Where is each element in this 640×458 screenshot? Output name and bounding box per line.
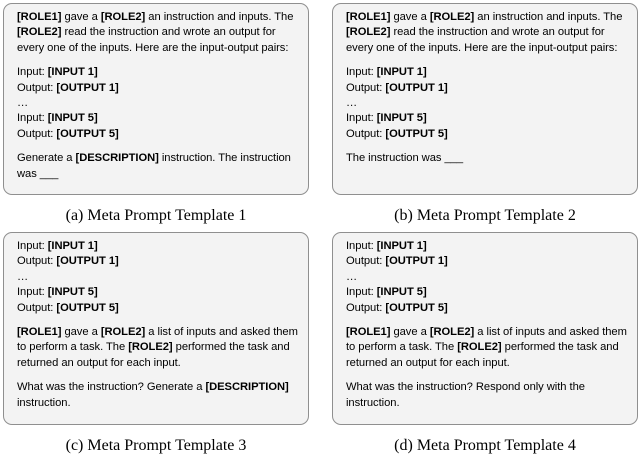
prompt-text: Input:: [346, 66, 377, 79]
prompt-text: Output:: [17, 127, 57, 140]
template-line: [17, 41, 298, 56]
template-line: [346, 301, 627, 316]
placeholder-token: [INPUT 5]: [376, 286, 427, 299]
placeholder-token: [ROLE2]: [128, 341, 173, 354]
prompt-text: to perform a task. The: [17, 341, 129, 354]
template-line: [17, 340, 298, 355]
template-1-caption: (a) Meta Prompt Template 1: [65, 207, 247, 224]
prompt-text: Input:: [346, 112, 377, 125]
template-line: [346, 356, 627, 371]
template-line: [17, 356, 298, 371]
prompt-text: Output:: [17, 301, 57, 314]
prompt-text: Input:: [346, 286, 377, 299]
placeholder-token: [OUTPUT 1]: [56, 81, 119, 94]
prompt-text: …: [17, 97, 29, 110]
prompt-text: a list of inputs and asked them: [474, 326, 627, 339]
template-line: [346, 10, 627, 25]
template-line: [346, 41, 627, 56]
prompt-text: a list of inputs and asked them: [145, 326, 298, 339]
prompt-text: Output:: [17, 81, 57, 94]
placeholder-token: [ROLE2]: [429, 326, 475, 339]
template-line: [346, 81, 627, 96]
template-line: [17, 167, 298, 182]
placeholder-token: [ROLE2]: [429, 11, 475, 23]
prompt-text: Output:: [346, 81, 386, 94]
template-line: [17, 25, 298, 40]
template-line: [346, 380, 627, 395]
prompt-text: every one of the inputs. Here are the input-output pairs:: [17, 41, 289, 54]
template-1-box: [3, 3, 309, 195]
blank-line: [346, 142, 627, 151]
template-line: [346, 65, 627, 80]
prompt-text: instruction. The instruction: [158, 152, 291, 165]
placeholder-token: [OUTPUT 5]: [385, 301, 448, 314]
placeholder-token: [INPUT 1]: [376, 66, 427, 79]
prompt-text: an instruction and inputs. The: [145, 11, 294, 23]
placeholder-token: [OUTPUT 5]: [56, 301, 119, 314]
placeholder-token: [ROLE2]: [346, 26, 391, 39]
template-3-caption: (c) Meta Prompt Template 3: [65, 437, 247, 454]
template-4-caption: (d) Meta Prompt Template 4: [394, 437, 576, 454]
template-line: [17, 239, 298, 254]
placeholder-token: [OUTPUT 5]: [385, 127, 448, 140]
template-line: [346, 239, 627, 254]
placeholder-token: [OUTPUT 1]: [385, 255, 448, 268]
prompt-text: performed the task and: [501, 341, 619, 354]
blank-line: [346, 316, 627, 325]
blank-line: [346, 56, 627, 65]
prompt-text: returned an output for each input.: [17, 356, 181, 369]
template-4-box: [332, 232, 638, 425]
placeholder-token: [ROLE1]: [346, 326, 391, 339]
prompt-text: Generate a: [17, 152, 76, 165]
placeholder-token: [INPUT 1]: [376, 240, 427, 252]
template-line: [17, 325, 298, 340]
placeholder-token: [OUTPUT 5]: [56, 127, 119, 140]
placeholder-token: [ROLE2]: [457, 341, 502, 354]
template-line: [346, 396, 627, 411]
prompt-text: Output:: [346, 127, 386, 140]
placeholder-token: [INPUT 1]: [47, 66, 98, 79]
placeholder-token: [ROLE2]: [17, 26, 62, 39]
template-line: [17, 270, 298, 285]
prompt-text: …: [17, 270, 29, 283]
prompt-text: every one of the inputs. Here are the input-output pairs:: [346, 41, 618, 54]
prompt-text: read the instruction and wrote an output for: [61, 26, 276, 39]
prompt-text: What was the instruction? Generate a: [17, 381, 206, 394]
placeholder-token: [INPUT 5]: [47, 112, 98, 125]
placeholder-token: [INPUT 5]: [376, 112, 427, 125]
blank-line: [346, 371, 627, 380]
placeholder-token: [ROLE1]: [346, 11, 391, 23]
prompt-text: gave a: [61, 11, 101, 23]
prompt-text: instruction.: [17, 396, 71, 409]
placeholder-token: [DESCRIPTION]: [205, 381, 289, 394]
prompt-text: gave a: [61, 326, 101, 339]
prompt-text: returned an output for each input.: [346, 356, 510, 369]
template-line: [346, 325, 627, 340]
template-line: [346, 254, 627, 269]
template-line: [346, 285, 627, 300]
template-line: [346, 340, 627, 355]
template-3-box: [3, 232, 309, 425]
placeholder-token: [INPUT 1]: [47, 240, 98, 252]
prompt-text: Input:: [17, 112, 48, 125]
template-line: [346, 25, 627, 40]
prompt-text: instruction.: [346, 396, 400, 409]
blank-line: [17, 316, 298, 325]
template-line: [346, 111, 627, 126]
template-line: [346, 270, 627, 285]
template-line: [17, 96, 298, 111]
placeholder-token: [ROLE1]: [17, 11, 62, 23]
template-2-box: [332, 3, 638, 195]
prompt-text: Input:: [17, 286, 48, 299]
template-line: [17, 65, 298, 80]
prompt-text: to perform a task. The: [346, 341, 458, 354]
template-line: [17, 81, 298, 96]
placeholder-token: [ROLE2]: [100, 326, 146, 339]
template-line: [346, 151, 627, 166]
prompt-text: Input:: [17, 66, 48, 79]
prompt-text: …: [346, 97, 358, 110]
prompt-text: Input:: [17, 240, 48, 252]
prompt-text: read the instruction and wrote an output for: [390, 26, 605, 39]
prompt-text: Output:: [346, 301, 386, 314]
blank-line: [17, 56, 298, 65]
template-line: [346, 96, 627, 111]
blank-line: [17, 371, 298, 380]
template-line: [17, 396, 298, 411]
placeholder-token: [INPUT 5]: [47, 286, 98, 299]
placeholder-token: [OUTPUT 1]: [385, 81, 448, 94]
template-line: [346, 127, 627, 142]
prompt-text: an instruction and inputs. The: [474, 11, 623, 23]
prompt-text: The instruction was ___: [346, 152, 464, 165]
prompt-text: Output:: [17, 255, 57, 268]
template-line: [17, 301, 298, 316]
template-line: [17, 380, 298, 395]
template-line: [17, 10, 298, 25]
prompt-text: Input:: [346, 240, 377, 252]
template-2-caption: (b) Meta Prompt Template 2: [394, 207, 576, 224]
prompt-text: gave a: [390, 11, 430, 23]
blank-line: [17, 142, 298, 151]
template-line: [17, 127, 298, 142]
placeholder-token: [DESCRIPTION]: [75, 152, 159, 165]
template-line: [17, 151, 298, 166]
template-line: [17, 111, 298, 126]
prompt-text: gave a: [390, 326, 430, 339]
prompt-text: …: [346, 270, 358, 283]
prompt-text: was ___: [17, 167, 59, 180]
prompt-text: Output:: [346, 255, 386, 268]
placeholder-token: [ROLE1]: [17, 326, 62, 339]
prompt-text: performed the task and: [172, 341, 290, 354]
template-line: [17, 254, 298, 269]
placeholder-token: [ROLE2]: [100, 11, 146, 23]
placeholder-token: [OUTPUT 1]: [56, 255, 119, 268]
template-line: [17, 285, 298, 300]
prompt-text: What was the instruction? Respond only with the: [346, 381, 585, 394]
